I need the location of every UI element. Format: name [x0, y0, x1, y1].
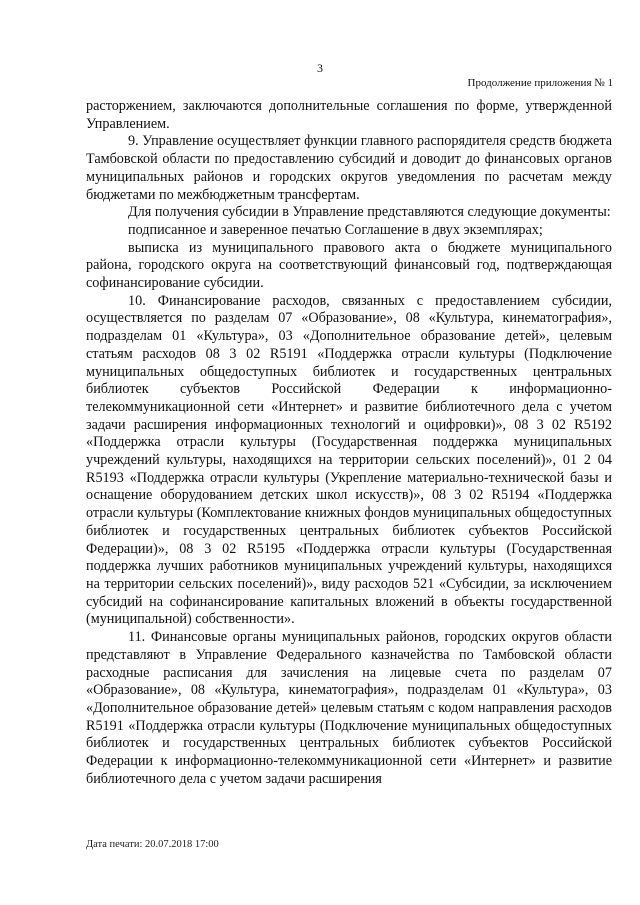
appendix-continuation-label: Продолжение приложения № 1 — [467, 77, 613, 89]
paragraph-item-9: 9. Управление осуществляет функции главного распорядителя средств бюджета Тамбовской области по предоставлению субсидий и доводит до финансовых органов муниципальных районов и городских округов уведомления по расчетам между бюджетами по межбюджетным трансфертам. — [86, 133, 612, 203]
paragraph-continuation: расторжением, заключаются дополнительные соглашения по форме, утвержденной Управлением. — [86, 98, 612, 132]
paragraph-item-10: 10. Финансирование расходов, связанных с предоставлением субсидии, осуществляется по разделам 07 «Образование», 08 «Культура, кинематография», подразделам 01 «Культура», 03 «Дополнительное образование детей», целевым статьям расходов 08 3 02 R5191 «Поддержка отрасли культуры (Подключение муниципальных общедоступных библиотек и государственных центральных библиотек субъектов Российской Федерации к информационно-телекоммуникационной сети «Интернет» и развитие библиотечного дела с учетом задачи расширения информационных технологий и оцифровки)», 08 3 02 R5192 «Поддержка отрасли культуры (Государственная поддержка муниципальных учреждений культуры, находящихся на территории сельских поселений)», 01 2 04 R5193 «Поддержка отрасли культуры (Укрепление материально-технической базы и оснащение оборудованием детских школ искусств)», 08 3 02 R5194 «Поддержка отрасли культуры (Комплектование книжных фондов муниципальных общедоступных библиотек и государственных центральных библиотек субъектов Российской Федерации)», 08 3 02 R5195 «Поддержка отрасли культуры (Государственная поддержка лучших работников муниципальных учреждений культуры, находящихся на территории сельских поселений)», виду расходов 521 «Субсидии, за исключением субсидий на софинансирование капитальных вложений в объекты государственной (муниципальной) собственности». — [86, 292, 612, 628]
paragraph-documents-intro: Для получения субсидии в Управление представляются следующие документы: — [128, 204, 611, 221]
paragraph-agreement: подписанное и заверенное печатью Соглашение в двух экземплярах; — [128, 221, 543, 238]
paragraph-budget-extract: выписка из муниципального правового акта о бюджете муниципального района, городского округа на соответствующий финансовый год, подтверждающая софинансирование субсидии. — [86, 239, 612, 292]
page-number: 3 — [317, 61, 323, 75]
paragraph-item-11: 11. Финансовые органы муниципальных районов, городских округов области представляют в Управление Федерального казначейства по Тамбовской области расходные расписания для зачисления на лицевые счета по разделам 07 «Образование», 08 «Культура, кинематография», подразделам 01 «Культура», 03 «Дополнительное образование детей» целевым статьям с кодом направления расходов R5191 «Поддержка отрасли культуры (Подключение муниципальных общедоступных библиотек и государственных центральных библиотек субъектов Российской Федерации к информационно-телекоммуникационной сети «Интернет» и развитие библиотечного дела с учетом задачи расширения — [86, 629, 612, 787]
document-body — [86, 98, 612, 788]
print-date: Дата печати: 20.07.2018 17:00 — [86, 839, 219, 850]
